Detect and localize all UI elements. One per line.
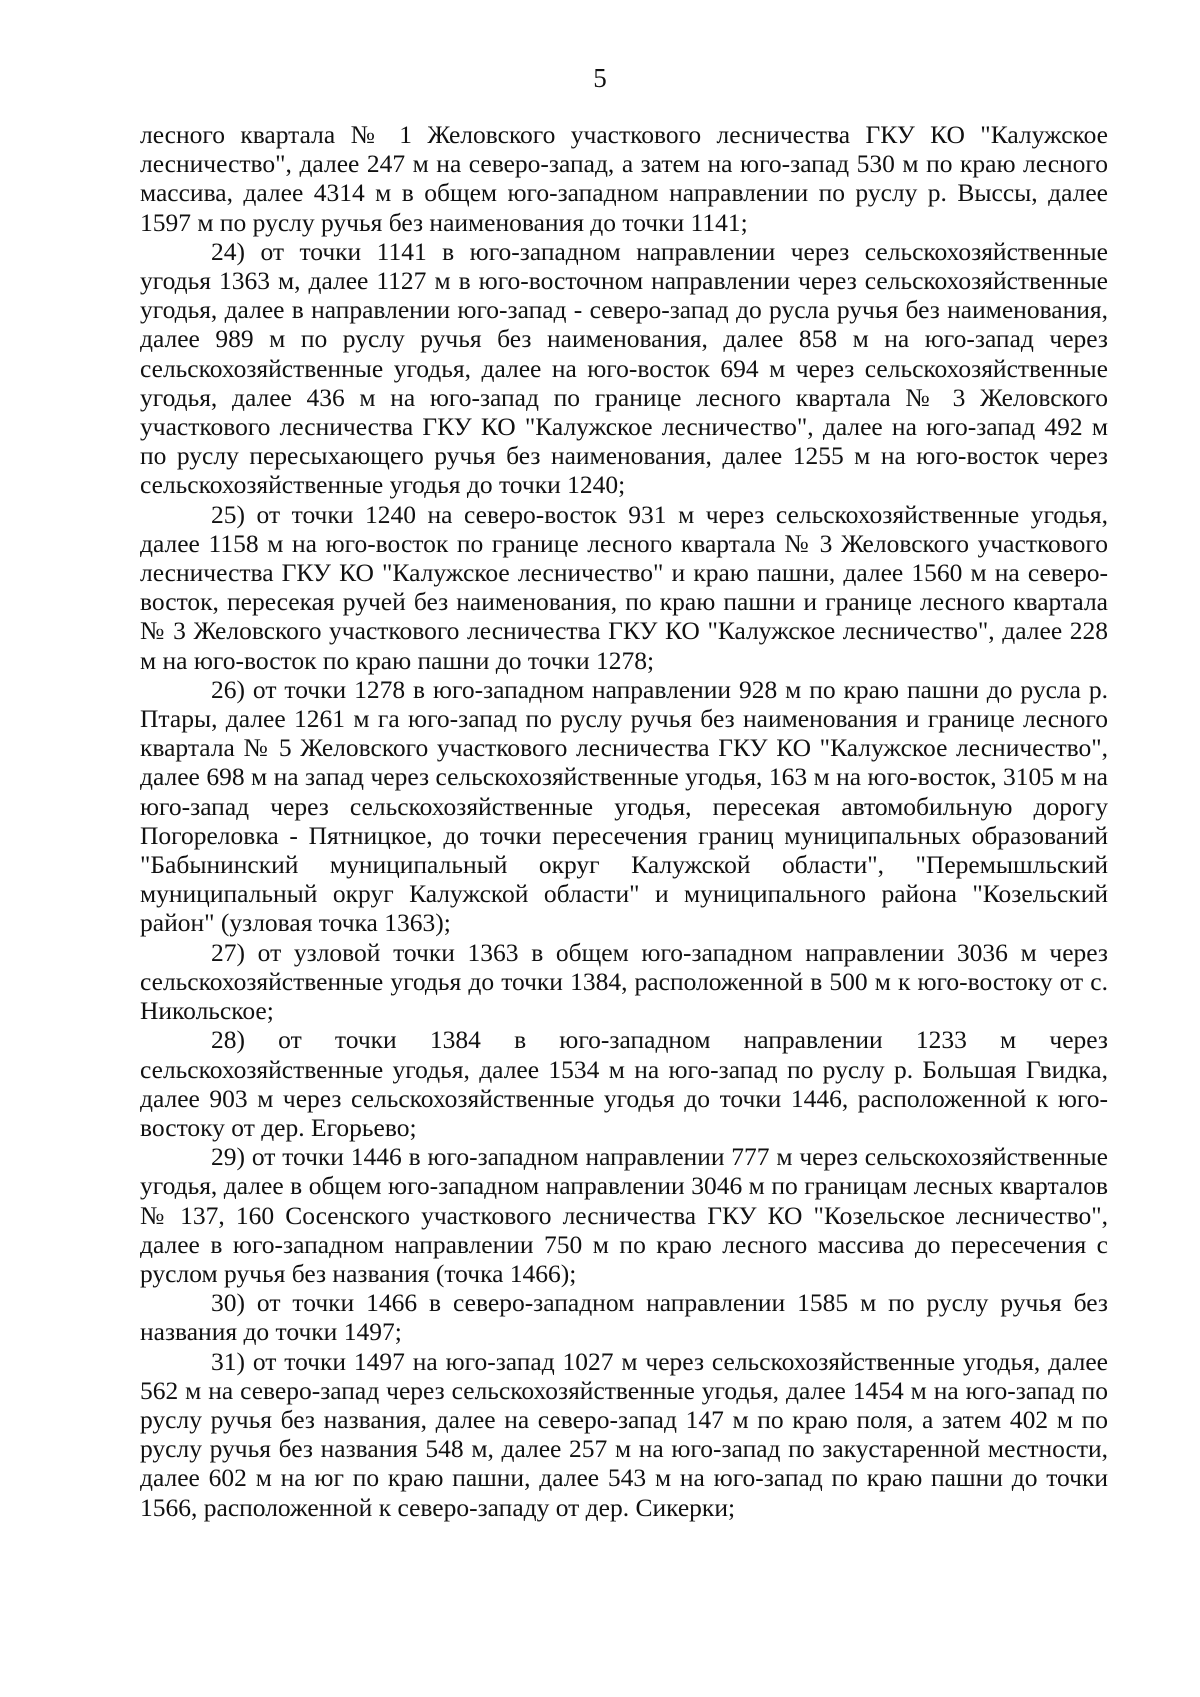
- paragraph-continuation: лесного квартала № 1 Желовского участкового лесничества ГКУ КО "Калужское лесничество", далее 247 м на северо-запад, а затем на юго-запад 530 м по краю лесного массива, далее 4314 м в общем юго-западном направлении по руслу р. Выссы, далее 1597 м по руслу ручья без наименования до точки 1141;: [140, 120, 1108, 237]
- paragraph-item-27: 27) от узловой точки 1363 в общем юго-западном направлении 3036 м через сельскохозяйственные угодья до точки 1384, расположенной в 500 м к юго-востоку от с. Никольское;: [140, 937, 1108, 1026]
- paragraph-item-24: 24) от точки 1141 в юго-западном направлении через сельскохозяйственные угодья 1363 м, далее 1127 м в юго-восточном направлении через сельскохозяйственные угодья, далее в направлении юго-запад - северо-запад до русла ручья без наименования, далее 989 м по руслу ручья без наименования, далее 858 м на юго-запад через сельскохозяйственные угодья, далее на юго-восток 694 м через сельскохозяйственные угодья, далее 436 м на юго-запад по границе лесного квартала № 3 Желовского участкового лесничества ГКУ КО "Калужское лесничество", далее на юго-запад 492 м по руслу пересыхающего ручья без наименования, далее 1255 м на юго-восток через сельскохозяйственные угодья до точки 1240;: [140, 236, 1108, 500]
- paragraph-item-31: 31) от точки 1497 на юго-запад 1027 м через сельскохозяйственные угодья, далее 562 м на северо-запад через сельскохозяйственные угодья, далее 1454 м на юго-запад по руслу ручья без названия, далее на северо-запад 147 м по краю поля, а затем 402 м по руслу ручья без названия 548 м, далее 257 м на юго-запад по закустаренной местности, далее 602 м на юг по краю пашни, далее 543 м на юго-запад по краю пашни до точки 1566, расположенной к северо-западу от дер. Сикерки;: [140, 1346, 1108, 1522]
- page-number: 5: [593, 63, 607, 93]
- paragraph-item-29: 29) от точки 1446 в юго-западном направлении 777 м через сельскохозяйственные угодья, далее в общем юго-западном направлении 3046 м по границам лесных кварталов № 137, 160 Сосенского участкового лесничества ГКУ КО "Козельское лесничество", далее в юго-западном направлении 750 м по краю лесного массива до пересечения с руслом ручья без названия (точка 1466);: [140, 1142, 1108, 1288]
- document-body: [140, 120, 1108, 1522]
- paragraph-item-30: 30) от точки 1466 в северо-западном направлении 1585 м по руслу ручья без названия до точки 1497;: [140, 1288, 1108, 1347]
- paragraph-item-25: 25) от точки 1240 на северо-восток 931 м через сельскохозяйственные угодья, далее 1158 м на юго-восток по границе лесного квартала № 3 Желовского участкового лесничества ГКУ КО "Калужское лесничество" и краю пашни, далее 1560 м на северо-восток, пересекая ручей без наименования, по краю пашни и границе лесного квартала № 3 Желовского участкового лесничества ГКУ КО "Калужское лесничество", далее 228 м на юго-восток по краю пашни до точки 1278;: [140, 499, 1108, 675]
- paragraph-item-28: 28) от точки 1384 в юго-западном направлении 1233 м через сельскохозяйственные угодья, далее 1534 м на юго-запад по руслу р. Большая Гвидка, далее 903 м через сельскохозяйственные угодья до точки 1446, расположенной к юго-востоку от дер. Егорьево;: [140, 1025, 1108, 1142]
- paragraph-item-26: 26) от точки 1278 в юго-западном направлении 928 м по краю пашни до русла р. Птары, далее 1261 м га юго-запад по руслу ручья без наименования и границе лесного квартала № 5 Желовского участкового лесничества ГКУ КО "Калужское лесничество", далее 698 м на запад через сельскохозяйственные угодья, 163 м на юго-восток, 3105 м на юго-запад через сельскохозяйственные угодья, пересекая автомобильную дорогу Погореловка - Пятницкое, до точки пересечения границ муниципальных образований "Бабынинский муниципальный округ Калужской области", "Перемышльский муниципальный округ Калужской области" и муниципального района "Козельский район" (узловая точка 1363);: [140, 674, 1108, 938]
